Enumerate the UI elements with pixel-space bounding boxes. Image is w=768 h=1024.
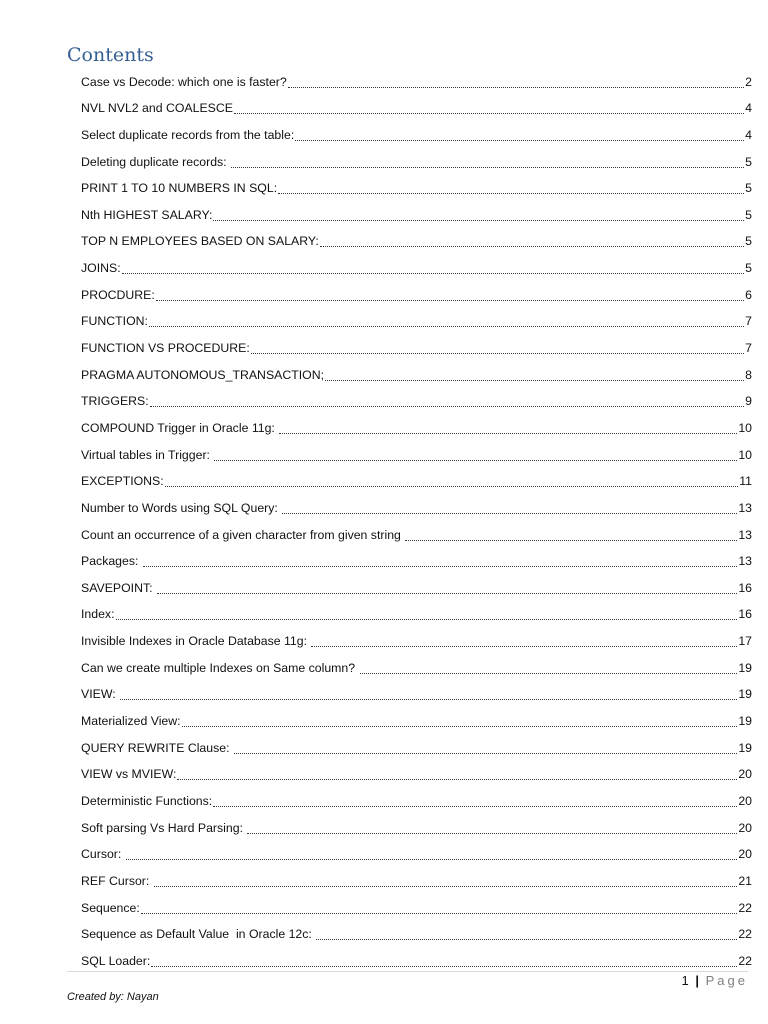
- toc-dot-leader: [151, 965, 737, 967]
- toc-entry-title: Materialized View:: [81, 714, 181, 729]
- toc-entry[interactable]: [81, 919, 752, 946]
- toc-entry[interactable]: [81, 252, 752, 279]
- toc-entry[interactable]: [81, 785, 752, 812]
- toc-entry-title: PROCDURE:: [81, 287, 155, 302]
- toc-dot-leader: [360, 672, 738, 674]
- toc-entry-page: 5: [745, 181, 752, 196]
- toc-dot-leader: [316, 938, 737, 940]
- toc-entry-page: 22: [738, 900, 752, 915]
- toc-dot-leader: [122, 272, 745, 274]
- toc-entry-page: 22: [738, 927, 752, 942]
- toc-entry-title: Packages:: [81, 554, 142, 569]
- toc-dot-leader: [251, 352, 744, 354]
- toc-entry[interactable]: [81, 412, 752, 439]
- toc-entry-title: Can we create multiple Indexes on Same column?: [81, 660, 359, 675]
- toc-dot-leader: [213, 805, 737, 807]
- toc-entry-title: JOINS:: [81, 261, 121, 276]
- toc-entry-title: Deleting duplicate records:: [81, 154, 231, 169]
- toc-entry-title: TOP N EMPLOYEES BASED ON SALARY:: [81, 234, 319, 249]
- toc-entry[interactable]: [81, 66, 752, 93]
- toc-entry-page: 13: [738, 500, 752, 515]
- toc-entry-title: SAVEPOINT:: [81, 580, 156, 595]
- toc-entry-page: 5: [745, 234, 752, 249]
- toc-entry[interactable]: [81, 652, 752, 679]
- toc-entry-title: EXCEPTIONS:: [81, 474, 164, 489]
- toc-dot-leader: [154, 885, 738, 887]
- toc-dot-leader: [141, 912, 738, 914]
- toc-dot-leader: [182, 725, 738, 727]
- toc-entry-page: 20: [738, 847, 752, 862]
- toc-dot-leader: [143, 565, 737, 567]
- toc-entry[interactable]: [81, 705, 752, 732]
- toc-dot-leader: [214, 459, 737, 461]
- toc-entry-page: 13: [738, 527, 752, 542]
- toc-dot-leader: [282, 512, 737, 514]
- toc-dot-leader: [295, 139, 744, 141]
- toc-entry-page: 16: [738, 607, 752, 622]
- toc-entry-page: 16: [738, 580, 752, 595]
- toc-entry-page: 8: [745, 367, 752, 382]
- toc-entry[interactable]: [81, 466, 752, 493]
- footer-divider: [67, 971, 748, 972]
- toc-dot-leader: [405, 539, 737, 541]
- toc-dot-leader: [247, 832, 737, 834]
- page-number-value: 1: [681, 973, 689, 988]
- toc-entry-title: Virtual tables in Trigger:: [81, 447, 214, 462]
- toc-dot-leader: [325, 379, 744, 381]
- toc-entry-title: QUERY REWRITE Clause:: [81, 740, 233, 755]
- toc-entry[interactable]: [81, 572, 752, 599]
- toc-dot-leader: [279, 432, 737, 434]
- toc-entry[interactable]: [81, 945, 752, 972]
- toc-entry-title: Nth HIGHEST SALARY:: [81, 207, 213, 222]
- toc-entry[interactable]: [81, 519, 752, 546]
- toc-entry-page: 10: [738, 447, 752, 462]
- toc-entry-page: 9: [745, 394, 752, 409]
- toc-entry-title: Sequence:: [81, 900, 140, 915]
- toc-entry[interactable]: [81, 146, 752, 173]
- toc-entry-page: 6: [745, 287, 752, 302]
- toc-entry-title: Count an occurrence of a given character from given string: [81, 527, 405, 542]
- toc-entry[interactable]: [81, 93, 752, 120]
- toc-entry-page: 19: [738, 660, 752, 675]
- toc-dot-leader: [149, 325, 744, 327]
- toc-dot-leader: [177, 778, 737, 780]
- toc-entry[interactable]: [81, 199, 752, 226]
- toc-entry-page: 20: [738, 793, 752, 808]
- toc-entry[interactable]: [81, 386, 752, 413]
- toc-entry-title: Select duplicate records from the table:: [81, 127, 295, 142]
- toc-entry-title: Index:: [81, 607, 115, 622]
- toc-dot-leader: [231, 166, 744, 168]
- toc-entry-page: 11: [739, 474, 752, 489]
- toc-entry-title: Cursor:: [81, 847, 125, 862]
- toc-entry-title: COMPOUND Trigger in Oracle 11g:: [81, 420, 279, 435]
- toc-entry[interactable]: [81, 759, 752, 786]
- toc-entry-page: 19: [738, 714, 752, 729]
- toc-entry-page: 19: [738, 687, 752, 702]
- toc-dot-leader: [320, 245, 744, 247]
- toc-entry-title: TRIGGERS:: [81, 394, 149, 409]
- toc-entry-page: 19: [738, 740, 752, 755]
- toc-entry[interactable]: [81, 892, 752, 919]
- toc-entry-page: 17: [738, 634, 752, 649]
- toc-dot-leader: [234, 752, 737, 754]
- toc-dot-leader: [116, 618, 738, 620]
- toc-entry-page: 5: [745, 154, 752, 169]
- toc-entry[interactable]: [81, 279, 752, 306]
- toc-entry[interactable]: [81, 119, 752, 146]
- toc-entry-page: 5: [745, 207, 752, 222]
- toc-dot-leader: [311, 645, 737, 647]
- toc-entry-title: VIEW vs MVIEW:: [81, 767, 177, 782]
- toc-dot-leader: [156, 299, 744, 301]
- toc-entry-title: Soft parsing Vs Hard Parsing:: [81, 820, 247, 835]
- toc-entry-page: 22: [738, 953, 752, 968]
- toc-entry-page: 21: [738, 873, 752, 888]
- toc-entry-page: 20: [738, 767, 752, 782]
- toc-entry-title: PRINT 1 TO 10 NUMBERS IN SQL:: [81, 181, 278, 196]
- toc-entry[interactable]: [81, 546, 752, 573]
- toc-entry[interactable]: [81, 359, 752, 386]
- toc-entry[interactable]: [81, 332, 752, 359]
- toc-entry[interactable]: [81, 732, 752, 759]
- toc-entry-title: Number to Words using SQL Query:: [81, 500, 282, 515]
- toc-entry[interactable]: [81, 839, 752, 866]
- toc-dot-leader: [213, 219, 744, 221]
- toc-entry[interactable]: [81, 812, 752, 839]
- toc-dot-leader: [126, 858, 738, 860]
- toc-entry-title: PRAGMA AUTONOMOUS_TRANSACTION;: [81, 367, 325, 382]
- toc-entry-page: 7: [745, 341, 752, 356]
- toc-entry[interactable]: [81, 679, 752, 706]
- toc-entry-title: Case vs Decode: which one is faster?: [81, 74, 287, 89]
- toc-dot-leader: [120, 698, 737, 700]
- toc-dot-leader: [150, 405, 745, 407]
- toc-entry-title: NVL NVL2 and COALESCE: [81, 101, 233, 116]
- table-of-contents: [81, 66, 752, 972]
- page-number-separator: |: [695, 973, 699, 988]
- toc-entry-page: 10: [738, 420, 752, 435]
- page-number: [682, 973, 749, 988]
- toc-entry-title: Deterministic Functions:: [81, 793, 213, 808]
- toc-entry[interactable]: [81, 306, 752, 333]
- toc-entry[interactable]: [81, 439, 752, 466]
- toc-dot-leader: [278, 192, 744, 194]
- toc-entry-page: 4: [745, 127, 752, 142]
- toc-entry-title: FUNCTION VS PROCEDURE:: [81, 341, 250, 356]
- toc-dot-leader: [157, 592, 737, 594]
- toc-entry-title: Invisible Indexes in Oracle Database 11g:: [81, 634, 311, 649]
- toc-dot-leader: [165, 485, 739, 487]
- toc-entry-title: SQL Loader:: [81, 953, 151, 968]
- toc-entry-page: 2: [745, 74, 752, 89]
- created-by-footer: Created by: Nayan: [67, 991, 159, 1003]
- toc-entry-title: FUNCTION:: [81, 314, 148, 329]
- page-number-label: Page: [705, 973, 748, 988]
- toc-dot-leader: [288, 86, 744, 88]
- toc-entry[interactable]: [81, 625, 752, 652]
- toc-entry[interactable]: [81, 226, 752, 253]
- toc-entry-page: 5: [745, 261, 752, 276]
- toc-entry-page: 7: [745, 314, 752, 329]
- toc-entry-page: 13: [738, 554, 752, 569]
- toc-entry[interactable]: [81, 865, 752, 892]
- toc-entry-title: VIEW:: [81, 687, 120, 702]
- toc-entry[interactable]: [81, 492, 752, 519]
- toc-entry[interactable]: [81, 599, 752, 626]
- toc-entry-page: 20: [738, 820, 752, 835]
- toc-entry-title: Sequence as Default Value in Oracle 12c:: [81, 927, 316, 942]
- toc-dot-leader: [234, 112, 744, 114]
- toc-heading: Contents: [67, 44, 154, 66]
- toc-entry[interactable]: [81, 173, 752, 200]
- toc-entry-title: REF Cursor:: [81, 873, 153, 888]
- toc-entry-page: 4: [745, 101, 752, 116]
